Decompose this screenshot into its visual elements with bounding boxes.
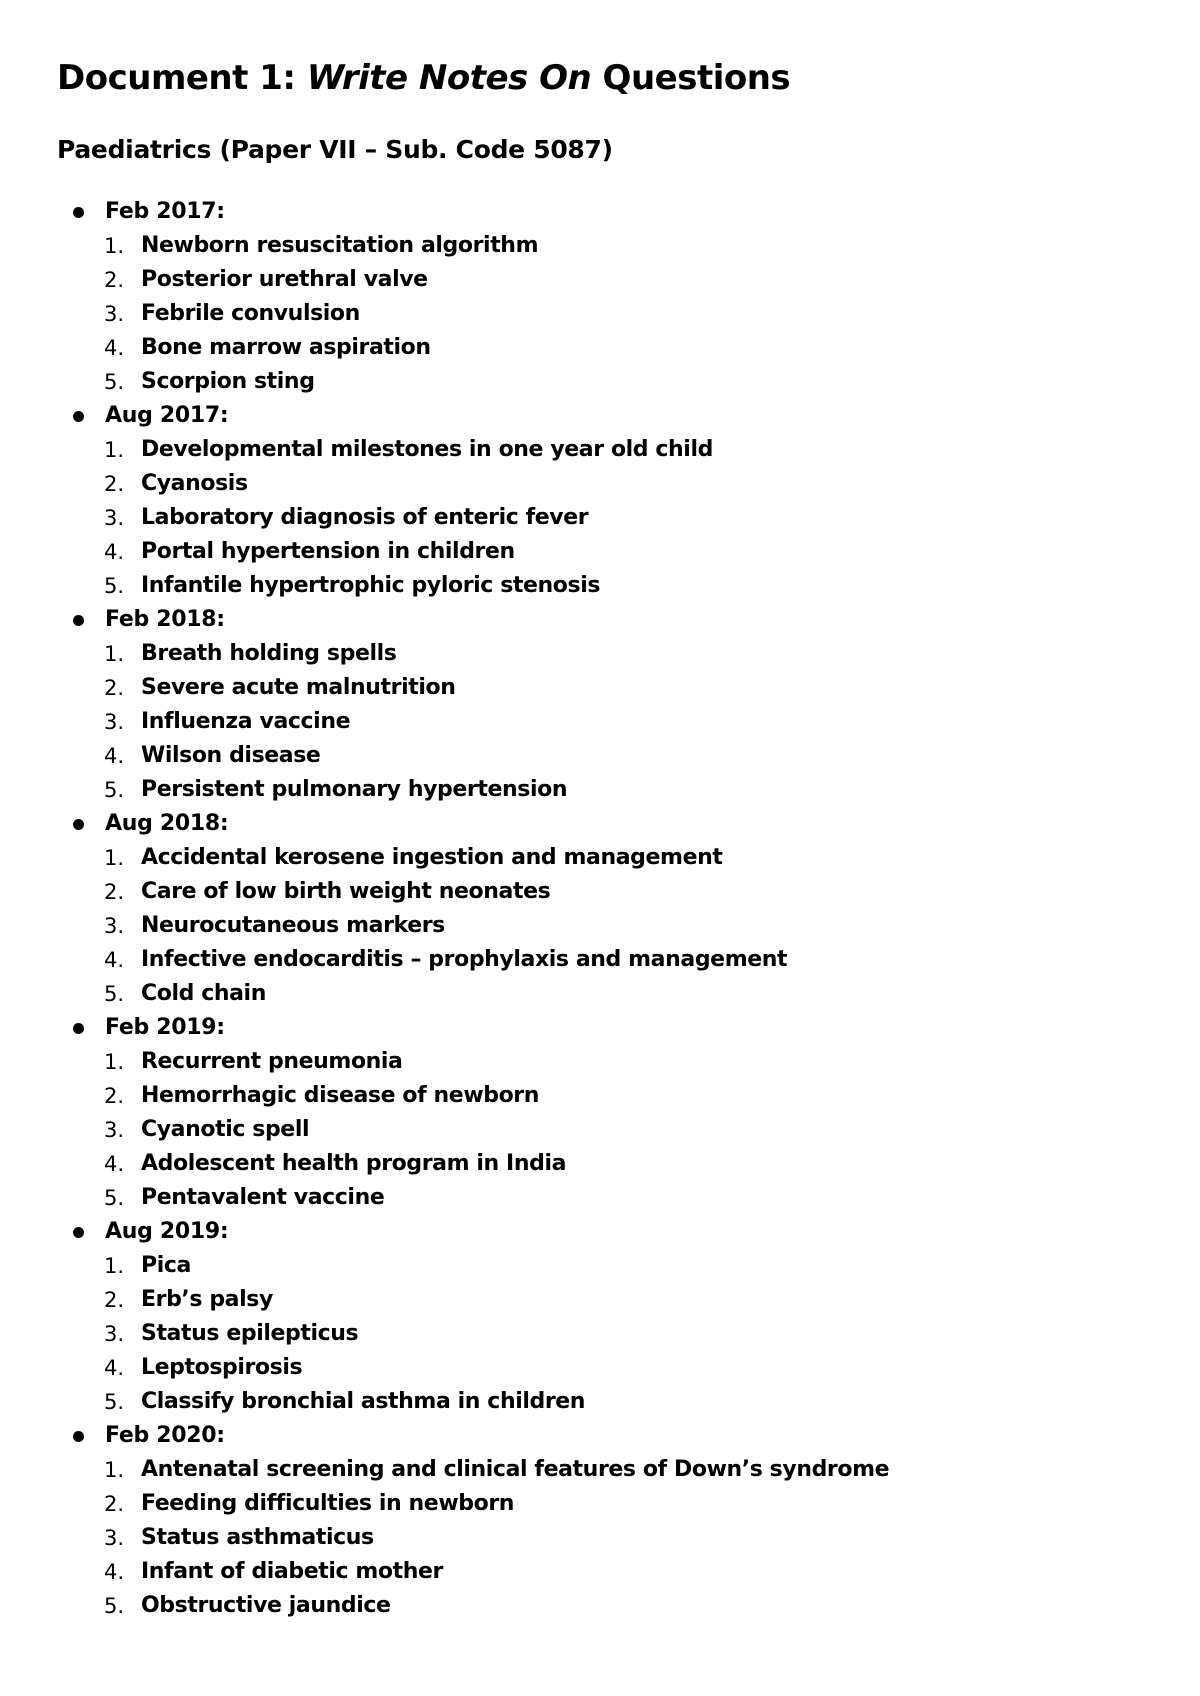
list-item xyxy=(0,263,1200,297)
item-number: 2. xyxy=(104,472,125,496)
list-item xyxy=(0,705,1200,739)
list-item xyxy=(0,637,1200,671)
item-number: 4. xyxy=(104,1560,125,1584)
item-number: 1. xyxy=(104,642,125,666)
item-number: 2. xyxy=(104,1084,125,1108)
item-text: Bone marrow aspiration xyxy=(141,335,431,360)
item-text: Erb’s palsy xyxy=(141,1287,273,1312)
item-number: 2. xyxy=(104,880,125,904)
item-number: 5. xyxy=(104,982,125,1006)
session-header xyxy=(0,399,1200,433)
item-number: 4. xyxy=(104,744,125,768)
list-item xyxy=(0,1147,1200,1181)
list-item xyxy=(0,1487,1200,1521)
list-item xyxy=(0,331,1200,365)
session-label: Aug 2019: xyxy=(105,1219,229,1244)
session-label: Feb 2017: xyxy=(105,199,225,224)
list-item xyxy=(0,875,1200,909)
item-text: Breath holding spells xyxy=(141,641,397,666)
bullet-icon xyxy=(73,819,84,830)
item-number: 4. xyxy=(104,540,125,564)
session-label: Aug 2018: xyxy=(105,811,229,836)
item-text: Cold chain xyxy=(141,981,266,1006)
list-item xyxy=(0,1079,1200,1113)
item-text: Developmental milestones in one year old child xyxy=(141,437,713,462)
item-text: Status epilepticus xyxy=(141,1321,359,1346)
exam-session xyxy=(0,1011,1200,1215)
item-text: Influenza vaccine xyxy=(141,709,351,734)
list-item xyxy=(0,841,1200,875)
item-text: Hemorrhagic disease of newborn xyxy=(141,1083,540,1108)
item-number: 4. xyxy=(104,1152,125,1176)
item-number: 1. xyxy=(104,1050,125,1074)
topic-list xyxy=(0,637,1200,807)
list-item xyxy=(0,1351,1200,1385)
topic-list xyxy=(0,433,1200,603)
list-item xyxy=(0,569,1200,603)
topic-list xyxy=(0,841,1200,1011)
list-item xyxy=(0,1045,1200,1079)
list-item xyxy=(0,739,1200,773)
bullet-icon xyxy=(73,1431,84,1442)
item-number: 5. xyxy=(104,778,125,802)
list-item xyxy=(0,467,1200,501)
item-number: 4. xyxy=(104,336,125,360)
session-header xyxy=(0,195,1200,229)
item-text: Severe acute malnutrition xyxy=(141,675,456,700)
session-header xyxy=(0,603,1200,637)
topic-list xyxy=(0,1045,1200,1215)
list-item xyxy=(0,297,1200,331)
topic-list xyxy=(0,1453,1200,1623)
exam-session xyxy=(0,195,1200,399)
list-item xyxy=(0,943,1200,977)
item-text: Accidental kerosene ingestion and management xyxy=(141,845,723,870)
item-text: Febrile convulsion xyxy=(141,301,360,326)
item-number: 1. xyxy=(104,438,125,462)
page-title xyxy=(57,56,790,100)
list-item xyxy=(0,671,1200,705)
list-item xyxy=(0,1453,1200,1487)
item-text: Obstructive jaundice xyxy=(141,1593,391,1618)
item-text: Classify bronchial asthma in children xyxy=(141,1389,586,1414)
item-text: Adolescent health program in India xyxy=(141,1151,567,1176)
list-item xyxy=(0,365,1200,399)
item-number: 5. xyxy=(104,1186,125,1210)
topic-list xyxy=(0,229,1200,399)
item-text: Pica xyxy=(141,1253,191,1278)
item-text: Neurocutaneous markers xyxy=(141,913,445,938)
item-text: Posterior urethral valve xyxy=(141,267,428,292)
item-text: Leptospirosis xyxy=(141,1355,303,1380)
item-number: 4. xyxy=(104,948,125,972)
exam-session xyxy=(0,399,1200,603)
exam-session xyxy=(0,807,1200,1011)
item-text: Recurrent pneumonia xyxy=(141,1049,403,1074)
item-number: 2. xyxy=(104,1492,125,1516)
item-number: 2. xyxy=(104,676,125,700)
item-text: Infantile hypertrophic pyloric stenosis xyxy=(141,573,601,598)
item-number: 3. xyxy=(104,914,125,938)
item-number: 1. xyxy=(104,1254,125,1278)
session-label: Feb 2019: xyxy=(105,1015,225,1040)
item-text: Cyanosis xyxy=(141,471,248,496)
item-number: 2. xyxy=(104,1288,125,1312)
item-text: Portal hypertension in children xyxy=(141,539,515,564)
list-item xyxy=(0,977,1200,1011)
page-subtitle: Paediatrics (Paper VII – Sub. Code 5087) xyxy=(57,135,613,164)
list-item xyxy=(0,1317,1200,1351)
item-number: 2. xyxy=(104,268,125,292)
exam-session xyxy=(0,603,1200,807)
list-item xyxy=(0,1249,1200,1283)
item-text: Antenatal screening and clinical features of Down’s syndrome xyxy=(141,1457,890,1482)
list-item xyxy=(0,229,1200,263)
item-text: Pentavalent vaccine xyxy=(141,1185,385,1210)
bullet-icon xyxy=(73,207,84,218)
item-text: Status asthmaticus xyxy=(141,1525,374,1550)
list-item xyxy=(0,433,1200,467)
item-number: 5. xyxy=(104,370,125,394)
bullet-icon xyxy=(73,411,84,422)
bullet-icon xyxy=(73,1227,84,1238)
item-number: 3. xyxy=(104,1322,125,1346)
item-text: Infective endocarditis – prophylaxis and management xyxy=(141,947,788,972)
session-header xyxy=(0,1011,1200,1045)
session-header xyxy=(0,1419,1200,1453)
list-item xyxy=(0,1283,1200,1317)
topic-list xyxy=(0,1249,1200,1419)
list-item xyxy=(0,1555,1200,1589)
item-text: Persistent pulmonary hypertension xyxy=(141,777,568,802)
item-text: Newborn resuscitation algorithm xyxy=(141,233,539,258)
item-number: 3. xyxy=(104,302,125,326)
item-number: 3. xyxy=(104,506,125,530)
list-item xyxy=(0,501,1200,535)
title-emphasis: Write Notes On xyxy=(306,58,592,98)
list-item xyxy=(0,773,1200,807)
item-text: Wilson disease xyxy=(141,743,321,768)
item-text: Feeding difficulties in newborn xyxy=(141,1491,515,1516)
exam-session xyxy=(0,1215,1200,1419)
item-text: Care of low birth weight neonates xyxy=(141,879,551,904)
session-label: Feb 2020: xyxy=(105,1423,225,1448)
item-number: 1. xyxy=(104,1458,125,1482)
list-item xyxy=(0,1181,1200,1215)
item-number: 4. xyxy=(104,1356,125,1380)
list-item xyxy=(0,1589,1200,1623)
exam-session-list xyxy=(0,195,1200,1623)
list-item xyxy=(0,1385,1200,1419)
bullet-icon xyxy=(73,1023,84,1034)
session-label: Feb 2018: xyxy=(105,607,225,632)
item-number: 5. xyxy=(104,574,125,598)
item-number: 3. xyxy=(104,1526,125,1550)
item-text: Scorpion sting xyxy=(141,369,315,394)
item-number: 3. xyxy=(104,1118,125,1142)
item-number: 1. xyxy=(104,234,125,258)
list-item xyxy=(0,909,1200,943)
item-number: 5. xyxy=(104,1594,125,1618)
session-label: Aug 2017: xyxy=(105,403,229,428)
title-prefix: Document 1: xyxy=(57,58,307,98)
session-header xyxy=(0,1215,1200,1249)
item-number: 1. xyxy=(104,846,125,870)
item-text: Infant of diabetic mother xyxy=(141,1559,443,1584)
item-text: Laboratory diagnosis of enteric fever xyxy=(141,505,589,530)
exam-session xyxy=(0,1419,1200,1623)
item-number: 3. xyxy=(104,710,125,734)
item-number: 5. xyxy=(104,1390,125,1414)
list-item xyxy=(0,1521,1200,1555)
list-item xyxy=(0,1113,1200,1147)
title-suffix: Questions xyxy=(591,58,791,98)
session-header xyxy=(0,807,1200,841)
item-text: Cyanotic spell xyxy=(141,1117,310,1142)
bullet-icon xyxy=(73,615,84,626)
list-item xyxy=(0,535,1200,569)
